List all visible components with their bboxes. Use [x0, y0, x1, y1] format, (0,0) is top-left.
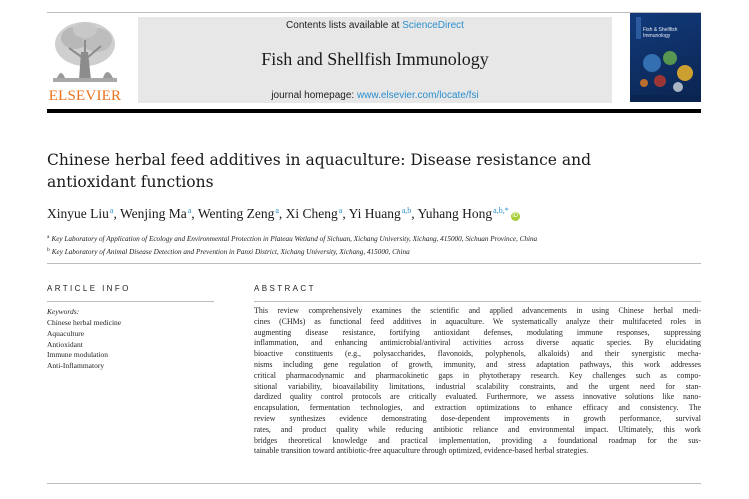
author-list: [47, 206, 667, 222]
contents-line: [138, 20, 612, 31]
article-info-heading: ARTICLE INFO: [47, 284, 131, 293]
keyword-item: Chinese herbal medicine: [47, 318, 122, 327]
abstract-line: critical pharmacodynamic and pharmacokinetic gaps in phytotherapy research. Key challenges such as compo-: [254, 370, 701, 380]
bottom-divider: [47, 483, 701, 484]
abstract-line: cines (CHMs) as functional feed additives in aquaculture. We systematically analyze their multifaceted roles in: [254, 316, 701, 326]
author-separator: ,: [411, 206, 418, 221]
author-affiliation-mark[interactable]: a,b: [401, 206, 412, 215]
author-6[interactable]: [418, 206, 509, 221]
author-affiliation-mark[interactable]: a: [275, 206, 279, 215]
abstract-body: [254, 306, 701, 457]
author-separator: ,: [113, 206, 120, 221]
author-affiliation-mark[interactable]: a,b,*: [493, 206, 509, 215]
author-name: Wenting Zeng: [197, 206, 275, 221]
abstract-line: bioactive constituents (e.g., polysaccharides, flavonoids, polyphenols, alkaloids) and their synergistic mecha-: [254, 349, 701, 359]
affiliation-a: [47, 232, 687, 245]
abstract-line: inflammation, and enhancing antimicrobial/antiviral activities across diverse aquatic species. By elucidating: [254, 338, 701, 348]
header-divider: [47, 109, 701, 113]
keyword-item: Aquaculture: [47, 328, 85, 338]
contents-prefix: Contents lists available at: [286, 20, 400, 31]
affiliation-b: [47, 245, 687, 258]
abstract-line: This review comprehensively examines the scientific and applied advancements in using Chinese herbal medi-: [254, 306, 701, 315]
abstract-line: sitional variability, bioavailability limitations, industrial scalability constraints, and the urgent need for stan-: [254, 381, 701, 391]
homepage-prefix: journal homepage:: [271, 90, 355, 101]
author-5[interactable]: [349, 206, 412, 221]
homepage-link[interactable]: www.elsevier.com/locate/fsi: [356, 90, 479, 101]
author-name: Yuhang Hong: [417, 206, 493, 221]
section-divider: [47, 263, 701, 264]
homepage-line: [138, 90, 612, 101]
journal-cover[interactable]: [630, 13, 701, 102]
cover-title-line1: Fish & Shellfish: [643, 27, 678, 33]
affiliation-list: [47, 232, 687, 258]
keyword-item: Anti-Inflammatory: [47, 361, 105, 371]
keyword-item: Antioxidant: [47, 339, 83, 349]
abstract-line: dardized quality control protocols are critically evaluated. Furthermore, we assess innovative solutions like nano-: [254, 392, 701, 402]
author-name: Yi Huang: [348, 206, 401, 221]
author-affiliation-mark[interactable]: a: [109, 206, 114, 215]
author-4[interactable]: [286, 206, 343, 221]
sciencedirect-link[interactable]: ScienceDirect: [402, 20, 464, 31]
article-title: Chinese herbal feed additives in aquaculture: Disease resistance and antioxidant functions: [47, 151, 592, 191]
abstract-divider: [254, 301, 701, 302]
author-name: Xinyue Liu: [47, 206, 109, 221]
author-name: Wenjing Ma: [119, 206, 187, 221]
abstract-heading: ABSTRACT: [254, 284, 316, 293]
abstract-line: bridges theoretical knowledge and practical implementation, providing a foundational roadmap for the sus-: [254, 435, 701, 445]
author-3[interactable]: [198, 206, 279, 221]
author-affiliation-mark[interactable]: a: [338, 206, 343, 215]
affiliation-text: Key Laboratory of Application of Ecology and Environmental Protection in Plateau Wetland of Sichuan, Xichang University, Xichang, 415000, Sichuan Province, China: [51, 235, 538, 243]
abstract-line: augmenting disease resistance, fortifying antioxidant defenses, modulating immune responses, suppressing: [254, 327, 701, 337]
keywords-label: Keywords:: [47, 307, 80, 316]
affiliation-mark: a: [47, 234, 50, 240]
abstract-line: tainable transition toward antibiotic-free aquaculture through optimized, evidence-based herbal strategies.: [254, 446, 589, 456]
abstract-line: nisms including gene regulation of growth, immunity, and stress adaptation pathways, this work addresses: [254, 359, 701, 369]
author-2[interactable]: [120, 206, 191, 221]
publisher-wordmark[interactable]: ELSEVIER: [48, 88, 122, 104]
journal-name[interactable]: Fish and Shellfish Immunology: [261, 49, 489, 69]
cover-artwork-icon: [630, 13, 701, 102]
author-separator: ,: [342, 206, 349, 221]
top-divider: [47, 12, 701, 13]
author-1[interactable]: [47, 206, 113, 221]
affiliation-mark: b: [47, 247, 50, 253]
journal-banner: [138, 17, 612, 103]
author-affiliation-mark[interactable]: a: [187, 206, 192, 215]
author-separator: ,: [191, 206, 198, 221]
abstract-line: review synthesizes evidence demonstrating dose-dependent improvements in growth performance, survival: [254, 413, 701, 423]
affiliation-text: Key Laboratory of Animal Disease Detection and Prevention in Panxi District, Xichang University, Xichang, 415000, China: [51, 248, 410, 256]
article-info-divider: [47, 301, 214, 302]
abstract-line: encapsulation, fermentation technologies, and extraction optimizations to enhance efficacy and consistency. The: [254, 403, 701, 413]
author-separator: ,: [278, 206, 286, 221]
orcid-icon[interactable]: iD: [512, 213, 519, 219]
cover-title-line2: Immunology: [643, 33, 671, 39]
abstract-line: rates, and product quality while reducing antibiotic reliance and environmental impact. Ultimately, this work: [254, 424, 701, 434]
author-name: Xi Cheng: [285, 206, 338, 221]
tree-icon: [47, 18, 123, 88]
keyword-item: Immune modulation: [47, 350, 109, 360]
keyword-list: [47, 318, 121, 372]
